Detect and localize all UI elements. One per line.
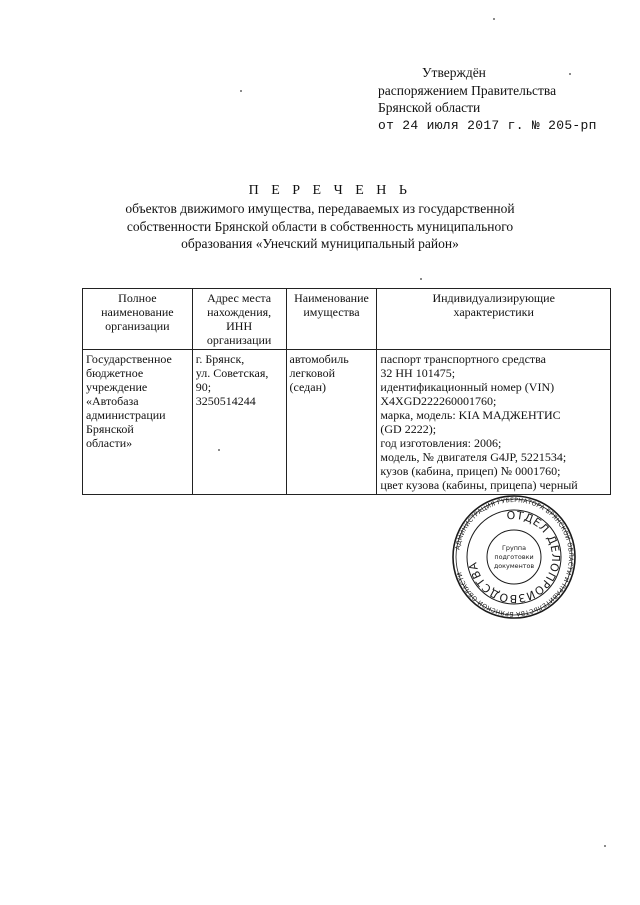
- cell-org: [83, 350, 193, 495]
- cell-text: учреждение: [86, 380, 148, 394]
- scan-speck: [218, 449, 220, 451]
- cell-text: 90;: [195, 380, 212, 394]
- header-org-name: [83, 289, 193, 350]
- header-text: организации: [206, 333, 272, 347]
- cell-text: автомобиль: [289, 352, 349, 366]
- header-text: характеристики: [453, 305, 534, 319]
- approval-block: [378, 64, 597, 134]
- document-title-block: [0, 182, 640, 253]
- cell-text: Государственное: [86, 352, 172, 366]
- cell-text: легковой: [289, 366, 335, 380]
- scan-speck: [569, 73, 571, 75]
- cell-text: кузов (кабина, прицеп) № 0001760;: [380, 464, 561, 478]
- stamp-outer-text: АДМИНИСТРАЦИЯ ГУБЕРНАТОРА БРЯНСКОЙ ОБЛАСТИ И ПРАВИТЕЛЬСТВА БРЯНСКОЙ ОБЛАСТИ: [454, 496, 575, 618]
- cell-text: области»: [86, 436, 133, 450]
- cell-text: паспорт транспортного средства: [380, 352, 546, 366]
- document-subtitle: [0, 200, 640, 253]
- cell-text: бюджетное: [86, 366, 144, 380]
- scan-speck: [493, 18, 495, 20]
- scan-speck: [420, 278, 422, 280]
- cell-characteristics: [377, 350, 611, 495]
- cell-text: марка, модель: KIA МАДЖЕНТИС: [380, 408, 561, 422]
- header-text: Адрес места: [207, 291, 272, 305]
- scan-speck: [240, 90, 242, 92]
- scan-speck: [604, 845, 606, 847]
- subtitle-line: образования «Унечский муниципальный район»: [181, 236, 459, 251]
- header-address: [192, 289, 286, 350]
- header-text: организации: [105, 319, 170, 333]
- cell-text: 32 НН 101475;: [380, 366, 456, 380]
- header-text: нахождения,: [207, 305, 272, 319]
- cell-text: ул. Советская,: [195, 366, 269, 380]
- header-property-name: [286, 289, 377, 350]
- cell-text: год изготовления: 2006;: [380, 436, 502, 450]
- document-heading: П Е Р Е Ч Е Н Ь: [248, 183, 412, 198]
- header-text: Полное: [118, 291, 157, 305]
- header-text: Наименование: [294, 291, 369, 305]
- official-stamp-seal: [451, 494, 577, 620]
- cell-text: модель, № двигателя G4JP, 5221534;: [380, 450, 567, 464]
- approval-title: Утверждён: [422, 65, 486, 80]
- cell-text: Брянской: [86, 422, 134, 436]
- approval-region: Брянской области: [378, 100, 481, 115]
- cell-text: «Автобаза: [86, 394, 139, 408]
- cell-text: (GD 2222);: [380, 422, 437, 436]
- header-text: ИНН: [226, 319, 253, 333]
- subtitle-line: собственности Брянской области в собственность муниципального: [126, 218, 514, 234]
- table-header-row: [83, 289, 611, 350]
- cell-text: г. Брянск,: [195, 352, 245, 366]
- approval-date-number: от 24 июля 2017 г. № 205-рп: [378, 117, 597, 133]
- cell-property: [286, 350, 377, 495]
- stamp-center-line: Группа: [501, 544, 527, 552]
- cell-text: X4XGD222260001760;: [380, 394, 497, 408]
- cell-text: идентификационный номер (VIN): [380, 380, 555, 394]
- cell-text: 3250514244: [195, 394, 256, 408]
- approval-issuer: распоряжением Правительства: [378, 82, 557, 98]
- header-text: имущества: [303, 305, 360, 319]
- stamp-ring-text: ОТДЕЛ ДЕЛОПРОИЗВОДСТВА: [466, 508, 563, 606]
- cell-address: [192, 350, 286, 495]
- table-row: [83, 350, 611, 495]
- stamp-center-line: подготовки: [494, 553, 534, 561]
- cell-text: (седан): [289, 380, 327, 394]
- header-characteristics: [377, 289, 611, 350]
- subtitle-line: объектов движимого имущества, передаваемых из государственной: [125, 201, 515, 216]
- property-table: [82, 288, 611, 495]
- stamp-center-line: документов: [493, 562, 535, 570]
- header-text: наименование: [101, 305, 174, 319]
- header-text: Индивидуализирующие: [432, 291, 555, 305]
- cell-text: администрации: [86, 408, 166, 422]
- cell-text: цвет кузова (кабины, прицепа) черный: [380, 478, 578, 492]
